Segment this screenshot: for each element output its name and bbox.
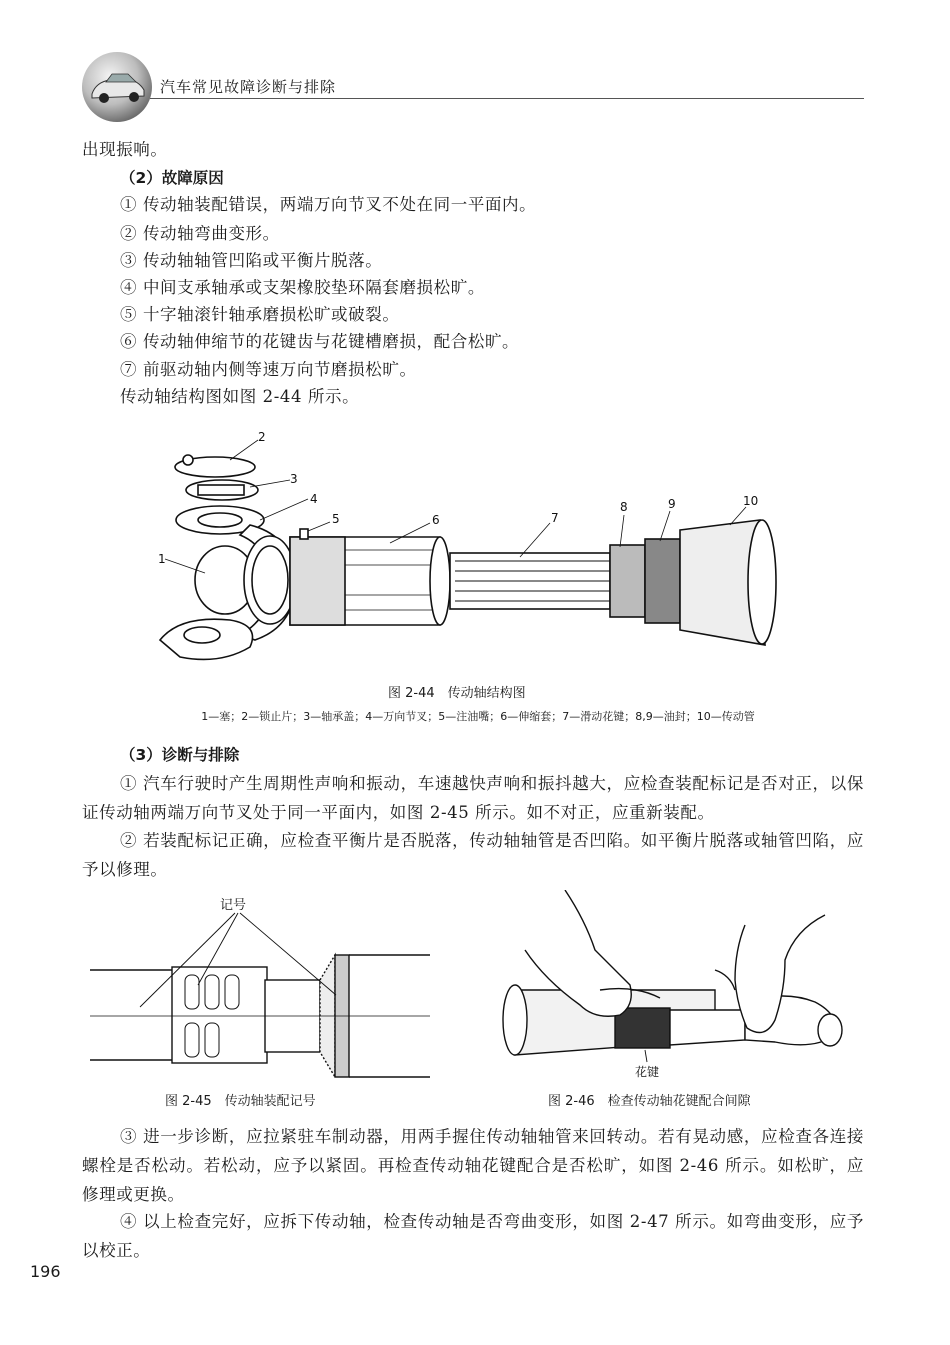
page-number: 196	[30, 1262, 61, 1281]
cause-item: ③ 传动轴轴管凹陷或平衡片脱落。	[120, 251, 383, 270]
figure-2-44-caption: 图 2-44 传动轴结构图	[388, 686, 526, 701]
figure-label: 3	[290, 472, 298, 486]
figure-label: 4	[310, 492, 318, 506]
figure-reference: 传动轴结构图如图 2-44 所示。	[120, 387, 360, 406]
figure-label: 7	[551, 511, 559, 525]
running-header-title: 汽车常见故障诊断与排除	[160, 78, 337, 96]
figure-2-46-spline-check	[485, 890, 865, 1085]
grease-nipple-shape	[300, 529, 308, 539]
cause-item: ① 传动轴装配错误，两端万向节叉不处在同一平面内。	[120, 195, 537, 214]
left-tube-shape	[90, 970, 180, 1060]
cause-item: ⑦ 前驱动轴内侧等速万向节磨损松旷。	[120, 360, 417, 379]
diagnosis-heading: （3）诊断与排除	[120, 746, 240, 764]
cause-item: ② 传动轴弯曲变形。	[120, 224, 280, 243]
figure-2-44-driveshaft	[140, 425, 810, 675]
figure-label: 2	[258, 430, 266, 444]
diagnosis-step-2: ② 若装配标记正确，应检查平衡片是否脱落，传动轴轴管是否凹陷。如平衡片脱落或轴管凹陷，应予以修理。	[82, 831, 864, 879]
figure-label: 9	[668, 497, 676, 511]
figure-label: 5	[332, 512, 340, 526]
diagnosis-step-4: ④ 以上检查完好，应拆下传动轴，检查传动轴是否弯曲变形，如图 2-47 所示。如弯曲变形，应予以校正。	[82, 1212, 864, 1260]
cause-item: ⑤ 十字轴滚针轴承磨损松旷或破裂。	[120, 305, 400, 324]
car-icon	[82, 52, 152, 122]
cause-item: ⑥ 传动轴伸缩节的花键齿与花键槽磨损，配合松旷。	[120, 332, 520, 351]
yoke-lower-shape	[160, 619, 253, 659]
figure-2-44-legend: 1—塞；2—锁止片；3—轴承盖；4—万向节叉；5—注油嘴；6—伸缩套；7—滑动花键；8,9—油封；10—传动管	[201, 710, 755, 723]
diagnosis-step-3: ③ 进一步诊断，应拉紧驻车制动器，用两手握住传动轴轴管来回转动。若有晃动感，应检查各连接螺栓是否松动。若松动，应予以紧固。再检查传动轴花键配合是否松旷，如图 2-46 所示。如松旷，应修理或更换。	[82, 1127, 864, 1204]
figure-2-45-caption: 图 2-45 传动轴装配记号	[165, 1094, 316, 1109]
figure-label: 6	[432, 513, 440, 527]
spline-label: 花键	[635, 1065, 660, 1079]
header-divider	[150, 98, 864, 99]
causes-heading: （2）故障原因	[120, 169, 224, 187]
header-car-logo	[82, 52, 152, 122]
figure-label: 1	[158, 552, 166, 566]
figure-label: 8	[620, 500, 628, 514]
marks-label: 记号	[220, 898, 247, 913]
figure-2-45-assembly-marks	[90, 895, 430, 1080]
cause-item: ④ 中间支承轴承或支架橡胶垫环隔套磨损松旷。	[120, 278, 485, 297]
figure-2-46-caption: 图 2-46 检查传动轴花键配合间隙	[548, 1094, 751, 1109]
intro-tail: 出现振响。	[82, 140, 168, 159]
figure-label: 10	[743, 494, 759, 508]
diagnosis-step-1: ① 汽车行驶时产生周期性声响和振动，车速越快声响和振抖越大，应检查装配标记是否对正，以保证传动轴两端万向节叉处于同一平面内，如图 2-45 所示。如不对正，应重新装配。	[82, 774, 864, 822]
